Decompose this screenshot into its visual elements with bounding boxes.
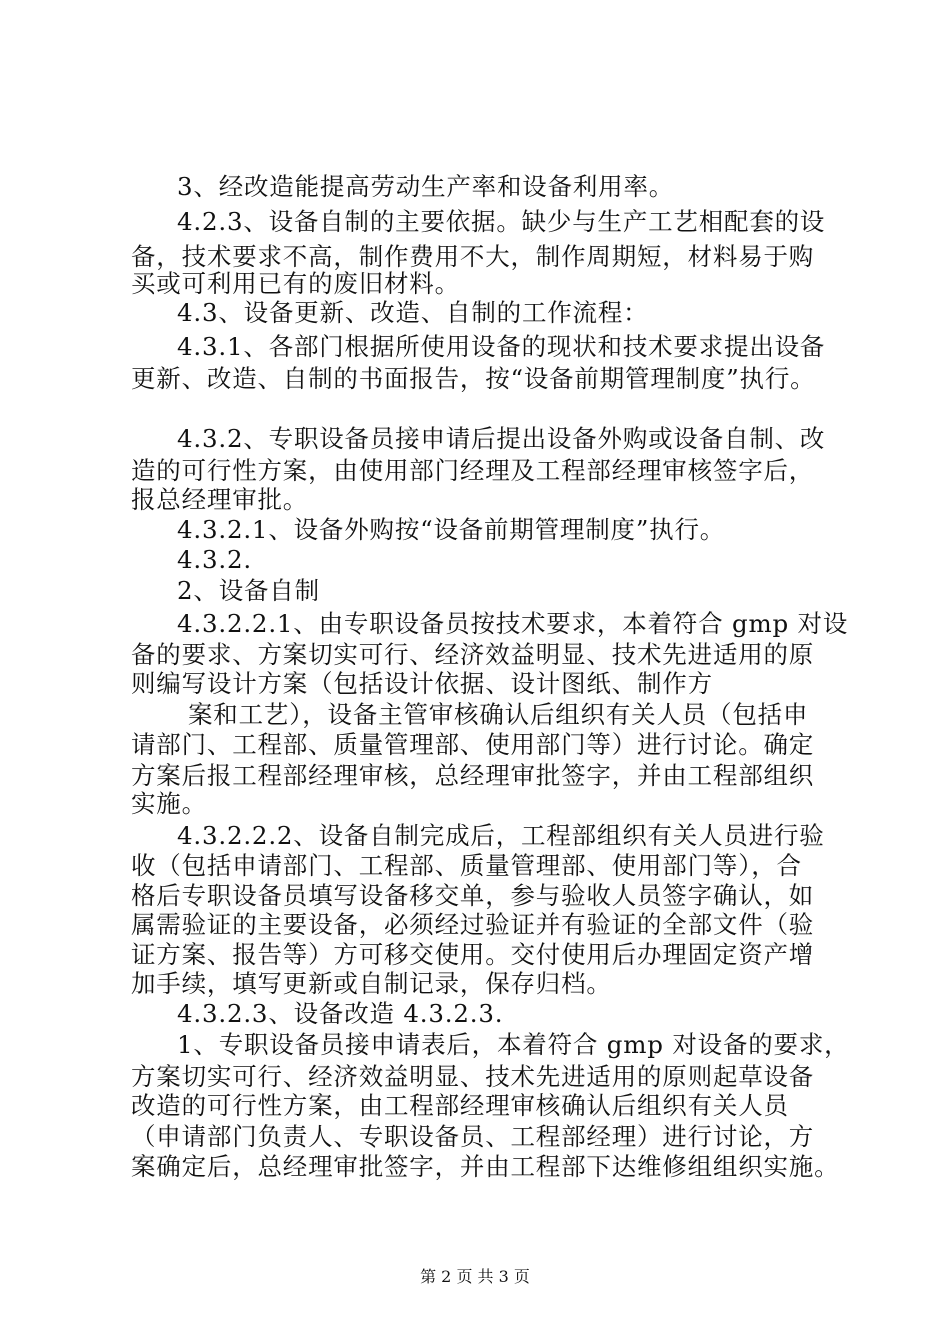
paragraph-line: 加手续，填写更新或自制记录，保存归档。	[131, 969, 612, 998]
paragraph-line: 报总经理审批。	[131, 485, 309, 514]
paragraph-line: 实施。	[131, 789, 207, 818]
paragraph-line: 3、经改造能提高劳动生产率和设备利用率。	[177, 172, 675, 201]
paragraph-line: 4.2.3、设备自制的主要依据。缺少与生产工艺相配套的设	[177, 207, 826, 236]
paragraph-line: 方案切实可行、经济效益明显、技术先进适用的原则起草设备	[131, 1062, 815, 1091]
paragraph-line: （申请部门负责人、专职设备员、工程部经理）进行讨论，方	[131, 1122, 815, 1151]
paragraph-line: 证方案、报告等）方可移交使用。交付使用后办理固定资产增	[131, 940, 815, 969]
paragraph-line: 4.3.2.	[177, 545, 252, 574]
paragraph-line: 案确定后，总经理审批签字，并由工程部下达维修组组织实施。	[131, 1152, 840, 1181]
paragraph-line: 买或可利用已有的废旧材料。	[131, 269, 460, 298]
paragraph-line: 2、设备自制	[177, 576, 320, 605]
paragraph-line: 4.3.1、各部门根据所使用设备的现状和技术要求提出设备	[177, 332, 826, 361]
paragraph-line: 4.3.2、专职设备员接申请后提出设备外购或设备自制、改	[177, 424, 826, 453]
page-number-footer: 第 2 页 共 3 页	[420, 1267, 530, 1286]
paragraph-line: 备，技术要求不高，制作费用不大，制作周期短，材料易于购	[131, 242, 815, 271]
paragraph-line: 请部门、工程部、质量管理部、使用部门等）进行讨论。确定	[131, 730, 815, 759]
paragraph-line: 案和工艺），设备主管审核确认后组织有关人员（包括申	[188, 700, 809, 729]
paragraph-line: 更新、改造、自制的书面报告，按“设备前期管理制度”执行。	[131, 364, 816, 393]
paragraph-line: 备的要求、方案切实可行、经济效益明显、技术先进适用的原	[131, 640, 815, 669]
paragraph-line: 属需验证的主要设备，必须经过验证并有验证的全部文件（验	[131, 910, 815, 939]
paragraph-line: 收（包括申请部门、工程部、质量管理部、使用部门等），合	[131, 851, 802, 880]
paragraph-line: 改造的可行性方案，由工程部经理审核确认后组织有关人员	[131, 1091, 789, 1120]
paragraph-line: 1、专职设备员接申请表后，本着符合 gmp 对设备的要求，	[177, 1030, 850, 1059]
paragraph-line: 4.3.2.1、设备外购按“设备前期管理制度”执行。	[177, 515, 726, 544]
paragraph-line: 格后专职设备员填写设备移交单，参与验收人员签字确认，如	[131, 881, 815, 910]
paragraph-line: 方案后报工程部经理审核，总经理审批签字，并由工程部组织	[131, 761, 815, 790]
paragraph-line: 4.3.2.2.1、由专职设备员按技术要求，本着符合 gmp 对设	[177, 609, 849, 638]
paragraph-line: 4.3.2.2.2、设备自制完成后，工程部组织有关人员进行验	[177, 821, 825, 850]
paragraph-line: 4.3.2.3、设备改造 4.3.2.3.	[177, 999, 504, 1028]
paragraph-line: 造的可行性方案，由使用部门经理及工程部经理审核签字后，	[131, 456, 815, 485]
paragraph-line: 4.3、设备更新、改造、自制的工作流程：	[177, 298, 649, 327]
paragraph-line: 则编写设计方案（包括设计依据、设计图纸、制作方	[131, 669, 713, 698]
